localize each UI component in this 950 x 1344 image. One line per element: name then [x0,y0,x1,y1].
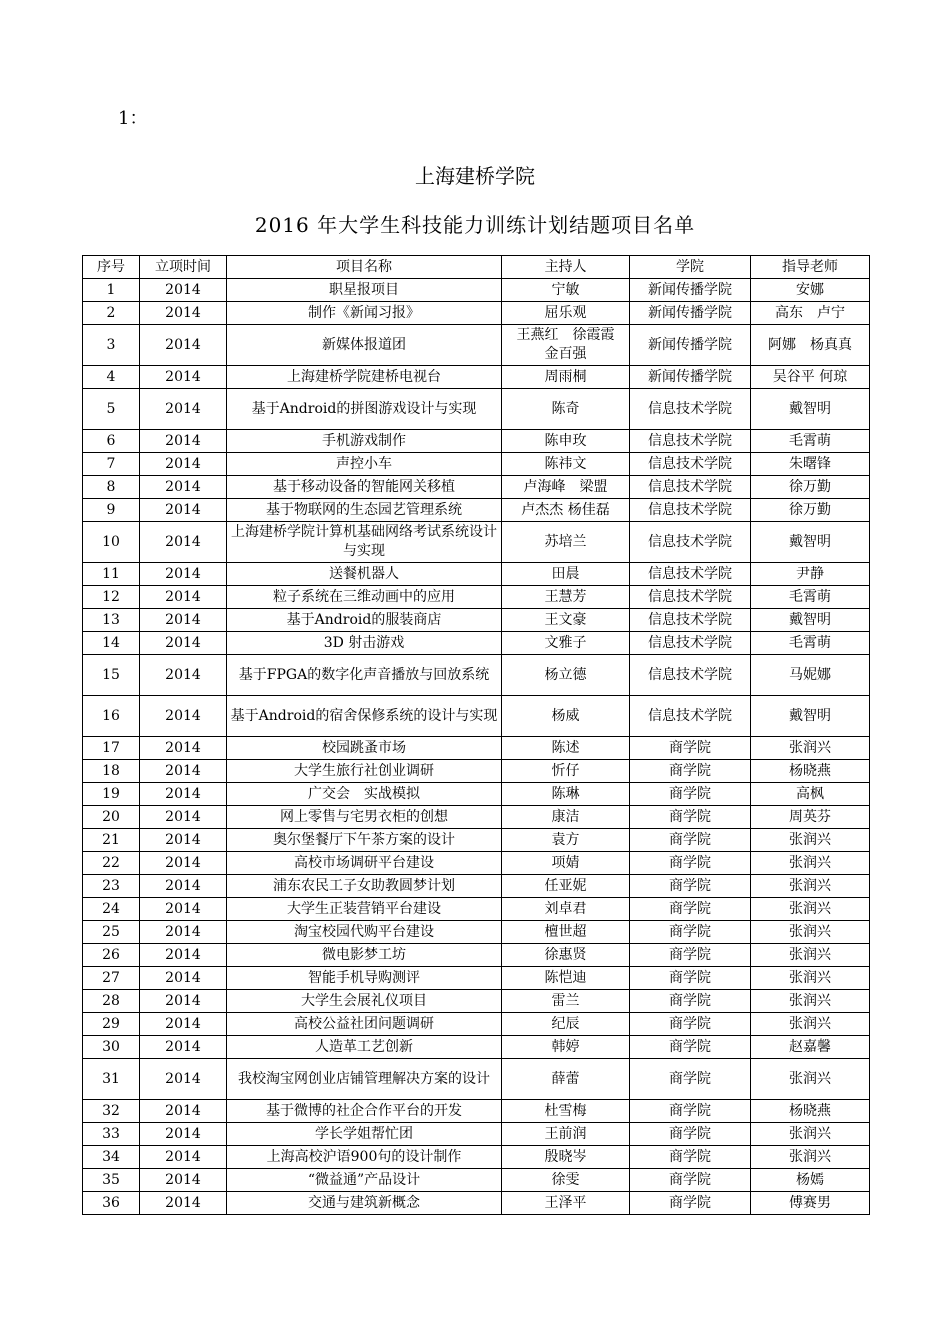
cell-host: 徐雯 [502,1169,630,1192]
cell-year: 2014 [140,783,227,806]
cell-host: 徐惠贤 [502,944,630,967]
cell-advisor: 戴智明 [751,696,870,737]
cell-no: 27 [83,967,140,990]
cell-college: 商学院 [630,1169,751,1192]
cell-project: 校园跳蚤市场 [227,737,502,760]
cell-host: 周雨桐 [502,366,630,389]
cell-college: 新闻传播学院 [630,279,751,302]
cell-host: 苏培兰 [502,522,630,563]
table-row [83,325,870,366]
cell-advisor: 戴智明 [751,522,870,563]
cell-college: 信息技术学院 [630,389,751,430]
cell-year: 2014 [140,430,227,453]
cell-college: 信息技术学院 [630,522,751,563]
cell-college: 新闻传播学院 [630,325,751,366]
cell-year: 2014 [140,325,227,366]
table-row [83,1100,870,1123]
header-no: 序号 [83,256,140,279]
cell-host: 陈恺迪 [502,967,630,990]
cell-project: 新媒体报道团 [227,325,502,366]
cell-advisor: 张润兴 [751,852,870,875]
cell-host: 王慧芳 [502,586,630,609]
cell-year: 2014 [140,632,227,655]
cell-advisor: 张润兴 [751,1013,870,1036]
cell-advisor: 戴智明 [751,609,870,632]
cell-college: 信息技术学院 [630,655,751,696]
cell-project: 基于Android的拼图游戏设计与实现 [227,389,502,430]
cell-year: 2014 [140,760,227,783]
cell-college: 商学院 [630,852,751,875]
cell-year: 2014 [140,944,227,967]
cell-advisor: 张润兴 [751,829,870,852]
cell-college: 信息技术学院 [630,609,751,632]
cell-year: 2014 [140,737,227,760]
cell-project: 制作《新闻习报》 [227,302,502,325]
cell-college: 商学院 [630,898,751,921]
cell-no: 11 [83,563,140,586]
cell-no: 20 [83,806,140,829]
cell-college: 商学院 [630,806,751,829]
cell-host: 陈申玫 [502,430,630,453]
header-college: 学院 [630,256,751,279]
cell-no: 5 [83,389,140,430]
cell-host: 陈祎文 [502,453,630,476]
cell-host: 杨立德 [502,655,630,696]
cell-year: 2014 [140,586,227,609]
cell-year: 2014 [140,1123,227,1146]
cell-project: 基于Android的服装商店 [227,609,502,632]
cell-project: 淘宝校园代购平台建设 [227,921,502,944]
header-project: 项目名称 [227,256,502,279]
cell-college: 商学院 [630,783,751,806]
cell-project: 基于微博的社企合作平台的开发 [227,1100,502,1123]
cell-college: 商学院 [630,990,751,1013]
cell-advisor: 周英芬 [751,806,870,829]
cell-no: 25 [83,921,140,944]
cell-advisor: 张润兴 [751,898,870,921]
cell-project: 大学生会展礼仪项目 [227,990,502,1013]
cell-project: 微电影梦工坊 [227,944,502,967]
cell-no: 6 [83,430,140,453]
cell-college: 商学院 [630,944,751,967]
table-row [83,944,870,967]
cell-no: 28 [83,990,140,1013]
cell-host: 田晨 [502,563,630,586]
cell-college: 信息技术学院 [630,453,751,476]
table-row [83,760,870,783]
cell-year: 2014 [140,366,227,389]
cell-project: 上海建桥学院建桥电视台 [227,366,502,389]
cell-project: 学长学姐帮忙团 [227,1123,502,1146]
cell-no: 22 [83,852,140,875]
table-row [83,875,870,898]
table-row [83,990,870,1013]
cell-college: 商学院 [630,1059,751,1100]
cell-year: 2014 [140,453,227,476]
cell-advisor: 张润兴 [751,875,870,898]
cell-no: 16 [83,696,140,737]
cell-college: 信息技术学院 [630,476,751,499]
cell-no: 31 [83,1059,140,1100]
cell-no: 24 [83,898,140,921]
table-row [83,696,870,737]
cell-year: 2014 [140,1192,227,1215]
cell-host: 杜雪梅 [502,1100,630,1123]
cell-no: 29 [83,1013,140,1036]
table-row [83,921,870,944]
cell-year: 2014 [140,279,227,302]
cell-college: 信息技术学院 [630,430,751,453]
cell-advisor: 吴谷平 何琼 [751,366,870,389]
cell-no: 35 [83,1169,140,1192]
cell-year: 2014 [140,655,227,696]
table-body [83,279,870,1215]
cell-host: 王泽平 [502,1192,630,1215]
cell-no: 13 [83,609,140,632]
cell-host: 刘卓君 [502,898,630,921]
cell-host: 杨威 [502,696,630,737]
cell-advisor: 傅赛男 [751,1192,870,1215]
cell-year: 2014 [140,1013,227,1036]
cell-college: 信息技术学院 [630,632,751,655]
cell-project: 浦东农民工子女助教圆梦计划 [227,875,502,898]
cell-year: 2014 [140,1169,227,1192]
cell-project: 粒子系统在三维动画中的应用 [227,586,502,609]
cell-project: 职星报项目 [227,279,502,302]
cell-year: 2014 [140,1059,227,1100]
cell-college: 商学院 [630,1036,751,1059]
cell-no: 19 [83,783,140,806]
cell-host: 袁方 [502,829,630,852]
cell-advisor: 马妮娜 [751,655,870,696]
cell-project: 智能手机导购测评 [227,967,502,990]
cell-project: 手机游戏制作 [227,430,502,453]
cell-college: 商学院 [630,1123,751,1146]
cell-year: 2014 [140,806,227,829]
table-row [83,1013,870,1036]
table-row [83,967,870,990]
table-row [83,655,870,696]
cell-host: 韩婷 [502,1036,630,1059]
cell-advisor: 杨晓燕 [751,1100,870,1123]
table-row [83,609,870,632]
cell-college: 商学院 [630,760,751,783]
table-row [83,829,870,852]
cell-host: 陈琳 [502,783,630,806]
cell-no: 32 [83,1100,140,1123]
cell-advisor: 张润兴 [751,737,870,760]
cell-year: 2014 [140,875,227,898]
cell-no: 7 [83,453,140,476]
cell-advisor: 张润兴 [751,967,870,990]
cell-college: 商学院 [630,875,751,898]
table-header-row [83,256,870,279]
cell-advisor: 张润兴 [751,944,870,967]
cell-advisor: 张润兴 [751,990,870,1013]
table-row [83,1036,870,1059]
cell-host: 康洁 [502,806,630,829]
table-row [83,1169,870,1192]
header-year: 立项时间 [140,256,227,279]
cell-year: 2014 [140,389,227,430]
cell-no: 34 [83,1146,140,1169]
cell-host: 王前润 [502,1123,630,1146]
cell-no: 36 [83,1192,140,1215]
table-row [83,1146,870,1169]
cell-advisor: 张润兴 [751,1059,870,1100]
cell-year: 2014 [140,1036,227,1059]
cell-host: 陈奇 [502,389,630,430]
cell-advisor: 高东 卢宁 [751,302,870,325]
cell-no: 3 [83,325,140,366]
cell-advisor: 尹静 [751,563,870,586]
table-row [83,389,870,430]
cell-advisor: 毛霄萌 [751,632,870,655]
cell-year: 2014 [140,898,227,921]
header-host: 主持人 [502,256,630,279]
cell-advisor: 安娜 [751,279,870,302]
cell-project: 基于FPGA的数字化声音播放与回放系统 [227,655,502,696]
cell-project: 上海高校沪语900句的设计制作 [227,1146,502,1169]
cell-year: 2014 [140,967,227,990]
cell-host: 宁敏 [502,279,630,302]
cell-host: 卢海峰 梁盟 [502,476,630,499]
cell-host: 王文豪 [502,609,630,632]
cell-year: 2014 [140,563,227,586]
cell-advisor: 杨晓燕 [751,760,870,783]
cell-no: 23 [83,875,140,898]
cell-project: 我校淘宝网创业店铺管理解决方案的设计 [227,1059,502,1100]
cell-college: 信息技术学院 [630,696,751,737]
cell-college: 商学院 [630,829,751,852]
cell-host: 文雅子 [502,632,630,655]
cell-host: 任亚妮 [502,875,630,898]
cell-year: 2014 [140,921,227,944]
project-table [82,255,870,1215]
cell-college: 新闻传播学院 [630,366,751,389]
cell-project: 大学生正装营销平台建设 [227,898,502,921]
cell-advisor: 朱曙锋 [751,453,870,476]
cell-no: 9 [83,499,140,522]
cell-college: 新闻传播学院 [630,302,751,325]
cell-host: 檀世超 [502,921,630,944]
header-advisor: 指导老师 [751,256,870,279]
cell-host: 项婧 [502,852,630,875]
cell-host: 陈述 [502,737,630,760]
table-row [83,1059,870,1100]
cell-no: 30 [83,1036,140,1059]
cell-no: 2 [83,302,140,325]
cell-project: 高校公益社团问题调研 [227,1013,502,1036]
cell-college: 商学院 [630,1146,751,1169]
cell-advisor: 杨嫣 [751,1169,870,1192]
cell-no: 4 [83,366,140,389]
cell-year: 2014 [140,1100,227,1123]
cell-advisor: 戴智明 [751,389,870,430]
cell-advisor: 毛霄萌 [751,586,870,609]
cell-project: 高校市场调研平台建设 [227,852,502,875]
cell-college: 信息技术学院 [630,499,751,522]
cell-project: 人造革工艺创新 [227,1036,502,1059]
cell-host: 雷兰 [502,990,630,1013]
cell-no: 12 [83,586,140,609]
table-row [83,586,870,609]
cell-advisor: 毛霄萌 [751,430,870,453]
cell-no: 17 [83,737,140,760]
cell-advisor: 赵嘉馨 [751,1036,870,1059]
cell-college: 商学院 [630,1192,751,1215]
table-row [83,632,870,655]
cell-project: 基于物联网的生态园艺管理系统 [227,499,502,522]
cell-year: 2014 [140,696,227,737]
cell-host: 屈乐观 [502,302,630,325]
cell-year: 2014 [140,302,227,325]
cell-project: 基于Android的宿舍保修系统的设计与实现 [227,696,502,737]
page-label: 1： [118,108,148,129]
cell-advisor: 阿娜 杨真真 [751,325,870,366]
cell-year: 2014 [140,499,227,522]
cell-no: 8 [83,476,140,499]
table-row [83,806,870,829]
cell-college: 商学院 [630,1100,751,1123]
cell-no: 15 [83,655,140,696]
cell-college: 信息技术学院 [630,563,751,586]
cell-host: 王燕红 徐霞霞 金百强 [502,325,630,366]
table-row [83,898,870,921]
cell-year: 2014 [140,476,227,499]
cell-college: 信息技术学院 [630,586,751,609]
cell-year: 2014 [140,990,227,1013]
cell-no: 14 [83,632,140,655]
cell-project: “微益通”产品设计 [227,1169,502,1192]
cell-no: 1 [83,279,140,302]
cell-no: 18 [83,760,140,783]
table-row [83,852,870,875]
cell-advisor: 张润兴 [751,921,870,944]
table-row [83,783,870,806]
cell-project: 网上零售与宅男衣柜的创想 [227,806,502,829]
cell-project: 广交会 实战模拟 [227,783,502,806]
table-row [83,476,870,499]
table-row [83,522,870,563]
cell-advisor: 张润兴 [751,1123,870,1146]
table-row [83,279,870,302]
cell-advisor: 张润兴 [751,1146,870,1169]
cell-year: 2014 [140,1146,227,1169]
cell-advisor: 徐万勤 [751,476,870,499]
cell-year: 2014 [140,829,227,852]
cell-project: 交通与建筑新概念 [227,1192,502,1215]
cell-advisor: 高枫 [751,783,870,806]
cell-year: 2014 [140,522,227,563]
cell-project: 送餐机器人 [227,563,502,586]
cell-college: 商学院 [630,967,751,990]
table-row [83,430,870,453]
cell-college: 商学院 [630,1013,751,1036]
table-row [83,563,870,586]
table-row [83,499,870,522]
table-row [83,302,870,325]
table-row [83,737,870,760]
cell-year: 2014 [140,609,227,632]
cell-no: 33 [83,1123,140,1146]
cell-year: 2014 [140,852,227,875]
cell-host: 卢杰杰 杨佳磊 [502,499,630,522]
list-title: 2016 年大学生科技能力训练计划结题项目名单 [254,213,696,237]
cell-host: 纪辰 [502,1013,630,1036]
cell-project: 3D 射击游戏 [227,632,502,655]
cell-no: 26 [83,944,140,967]
cell-no: 10 [83,522,140,563]
cell-advisor: 徐万勤 [751,499,870,522]
cell-project: 声控小车 [227,453,502,476]
table-row [83,366,870,389]
table-row [83,1123,870,1146]
cell-college: 商学院 [630,737,751,760]
cell-host: 忻仔 [502,760,630,783]
cell-project: 大学生旅行社创业调研 [227,760,502,783]
cell-project: 基于移动设备的智能网关移植 [227,476,502,499]
table-row [83,1192,870,1215]
cell-college: 商学院 [630,921,751,944]
school-title: 上海建桥学院 [415,164,535,188]
cell-no: 21 [83,829,140,852]
cell-project: 上海建桥学院计算机基础网络考试系统设计与实现 [227,522,502,563]
cell-host: 薛蕾 [502,1059,630,1100]
table-row [83,453,870,476]
cell-project: 奥尔堡餐厅下午茶方案的设计 [227,829,502,852]
cell-host: 殷晓岑 [502,1146,630,1169]
